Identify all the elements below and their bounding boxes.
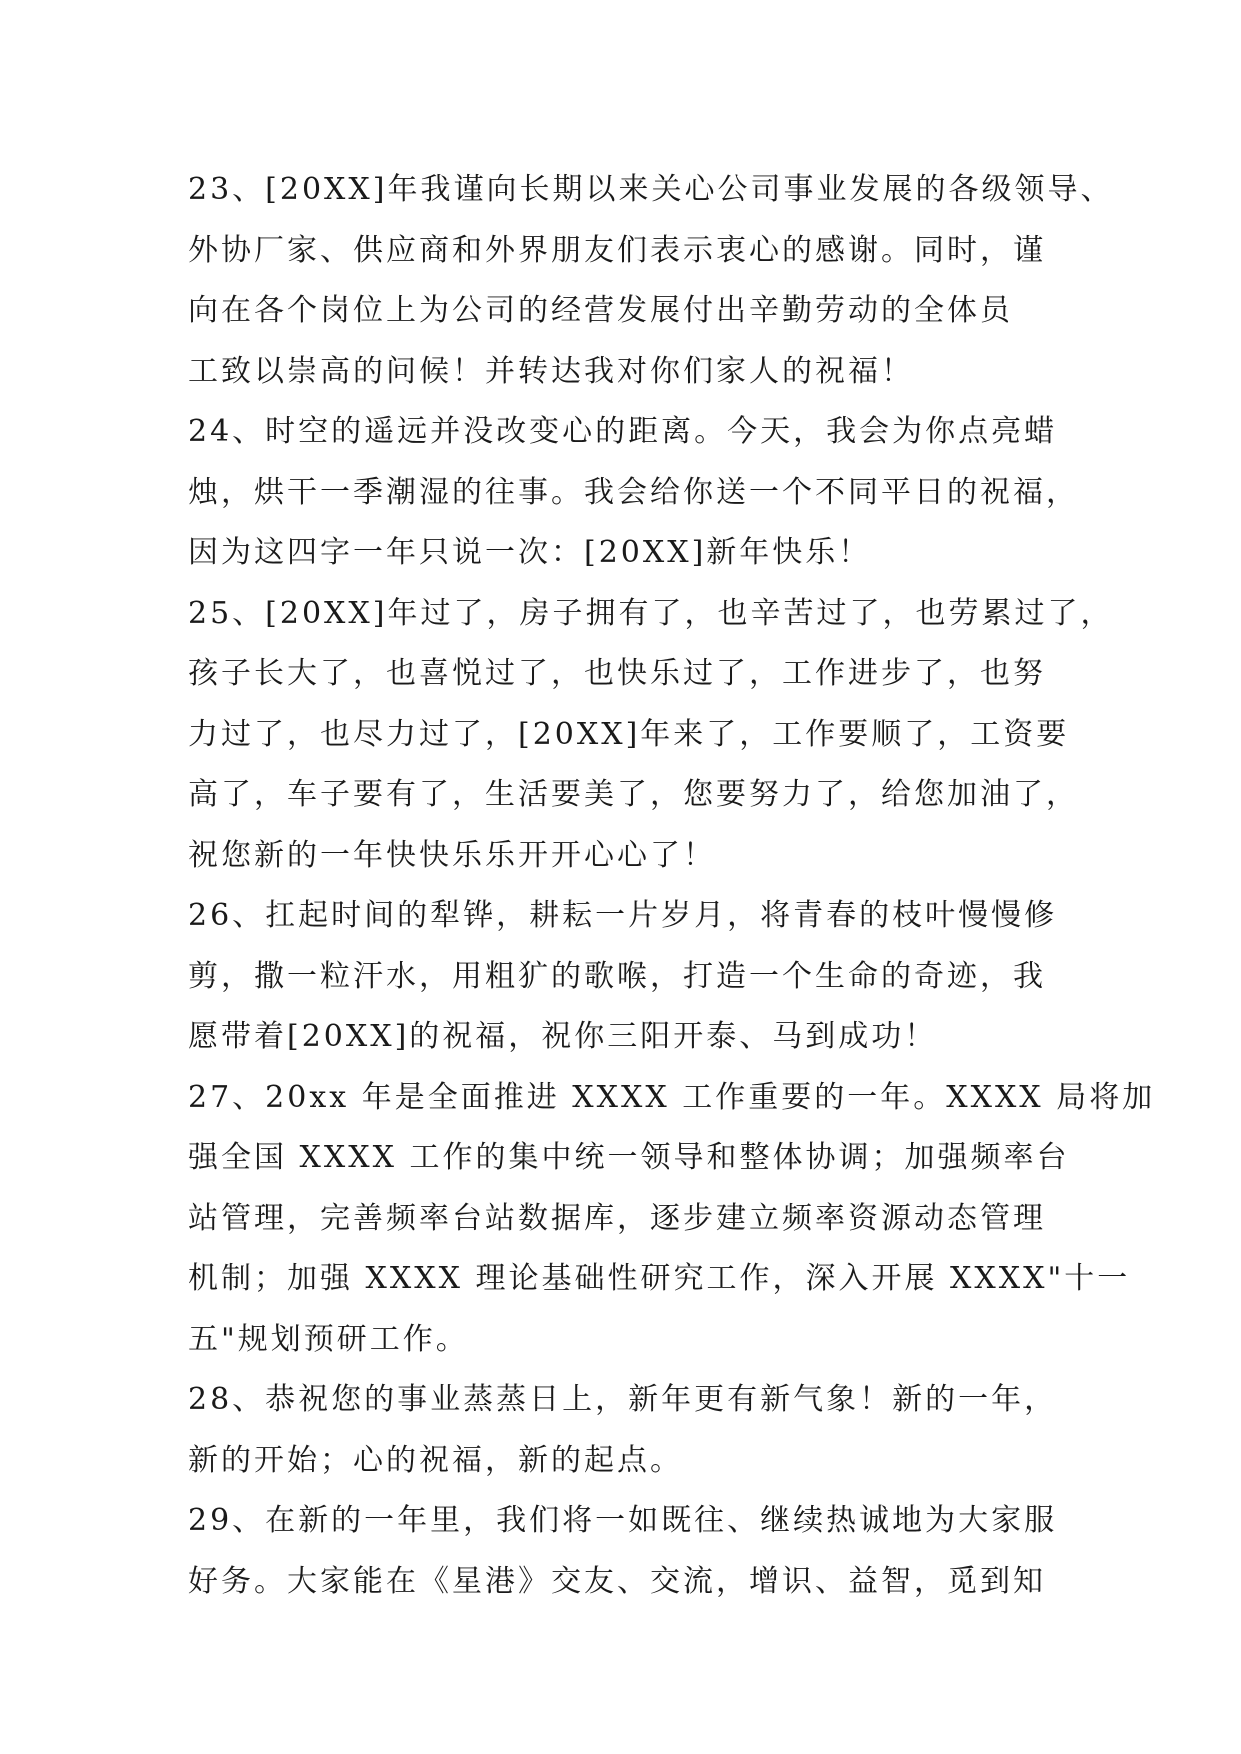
text-line: 祝您新的一年快快乐乐开开心心了！ (188, 837, 716, 873)
text-line: 工致以崇高的问候！并转达我对你们家人的祝福！ (188, 353, 914, 389)
text-line: 外协厂家、供应商和外界朋友们表示衷心的感谢。同时，谨 (188, 232, 1046, 268)
text-line: 机制；加强 XXXX 理论基础性研究工作，深入开展 XXXX"十一 (188, 1261, 1131, 1296)
text-line: 孩子长大了，也喜悦过了，也快乐过了，工作进步了，也努 (188, 656, 1046, 691)
text-line: 烛，烘干一季潮湿的往事。我会给你送一个不同平日的祝福， (188, 474, 1079, 510)
text-line: 25、[20XX]年过了，房子拥有了，也辛苦过了，也劳累过了， (188, 595, 1114, 631)
text-line: 新的开始；心的祝福，新的起点。 (188, 1442, 683, 1478)
text-line: 好务。大家能在《星港》交友、交流，增识、益智，觅到知 (188, 1563, 1046, 1599)
text-line: 27、20xx 年是全面推进 XXXX 工作重要的一年。XXXX 局将加 (188, 1079, 1156, 1115)
text-line: 强全国 XXXX 工作的集中统一领导和整体协调；加强频率台 (188, 1140, 1070, 1175)
text-line: 23、[20XX]年我谨向长期以来关心公司事业发展的各级领导、 (188, 172, 1114, 207)
document-body (188, 160, 1156, 1612)
text-line: 剪，撒一粒汗水，用粗犷的歌喉，打造一个生命的奇迹，我 (188, 958, 1046, 994)
text-line: 24、时空的遥远并没改变心的距离。今天，我会为你点亮蜡 (188, 414, 1058, 449)
text-line: 站管理，完善频率台站数据库，逐步建立频率资源动态管理 (188, 1200, 1046, 1236)
text-line: 28、恭祝您的事业蒸蒸日上，新年更有新气象！新的一年， (188, 1382, 1058, 1417)
text-line: 向在各个岗位上为公司的经营发展付出辛勤劳动的全体员 (188, 293, 1013, 328)
text-line: 五"规划预研工作。 (188, 1321, 469, 1357)
text-line: 力过了，也尽力过了，[20XX]年来了，工作要顺了，工资要 (188, 716, 1070, 752)
text-line: 高了，车子要有了，生活要美了，您要努力了，给您加油了， (188, 777, 1079, 812)
text-line: 因为这四字一年只说一次：[20XX]新年快乐！ (188, 535, 872, 570)
text-line: 愿带着[20XX]的祝福，祝你三阳开泰、马到成功！ (188, 1019, 938, 1054)
text-line: 26、扛起时间的犁铧，耕耘一片岁月，将青春的枝叶慢慢修 (188, 898, 1058, 933)
text-line: 29、在新的一年里，我们将一如既往、继续热诚地为大家服 (188, 1503, 1058, 1538)
